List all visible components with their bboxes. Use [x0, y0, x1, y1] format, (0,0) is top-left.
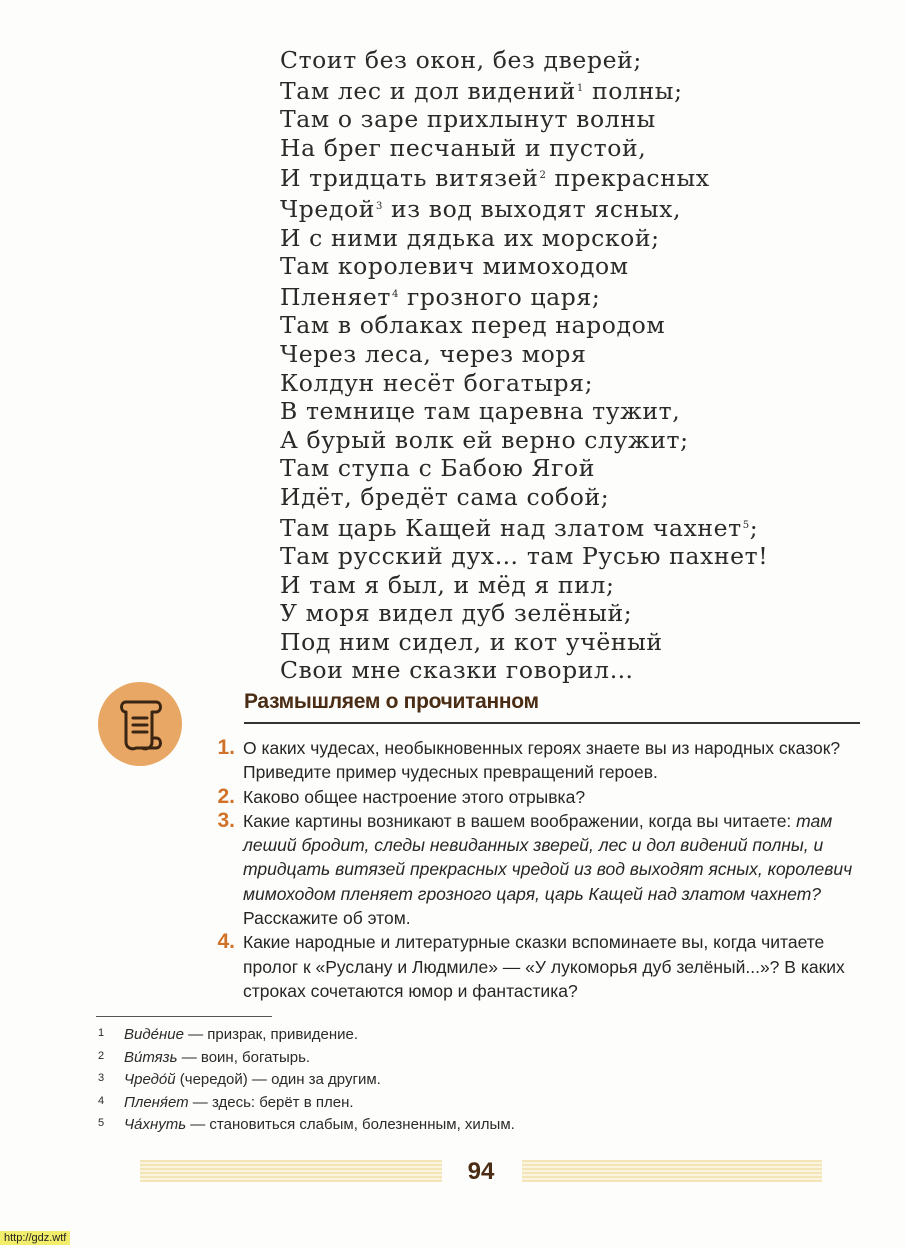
footnote-marker: 5 — [742, 519, 750, 531]
footnote-term: Виде́ние — [124, 1026, 184, 1043]
footnote-marker: 3 — [376, 200, 383, 212]
footnote-definition: — призрак, привидение. — [183, 1026, 359, 1043]
poem-line: Колдун несёт богатыря; — [280, 368, 594, 397]
title-divider — [244, 722, 860, 724]
footnote-marker: 1 — [576, 82, 584, 94]
footnote-number: 4 — [98, 1094, 105, 1107]
footnote-number: 5 — [98, 1117, 105, 1129]
question-number: 2. — [217, 784, 235, 808]
footnote-term: Чредо́й — [124, 1071, 176, 1088]
footnote-number: 1 — [98, 1027, 105, 1039]
question-item — [205, 785, 865, 809]
question-text: Каково общее настроение этого отрывка? — [243, 786, 586, 807]
footnote-number: 3 — [98, 1072, 105, 1084]
scroll-icon — [96, 680, 184, 768]
question-text: Расскажите об этом. — [243, 908, 411, 929]
poem-line: Там лес и дол видений$^1$ полны; — [280, 76, 683, 105]
footnote-definition: — воин, богатырь. — [177, 1048, 311, 1066]
question-quote: там леший бродит, следы невиданных зверей, лес и дол видений полны, и тридцать витязей прекрасных чредой из вод выходят ясных, королевич мимоходом пленяет грозного царя, царь Кащей над златом чахнет? — [243, 810, 853, 904]
questions-list — [205, 736, 865, 1003]
question-item — [205, 930, 865, 1003]
question-number: 4. — [217, 930, 235, 954]
poem-line: Чредой$^3$ из вод выходят ясных, — [280, 194, 682, 223]
question-number: 1. — [217, 736, 235, 759]
poem-line: В темнице там царевна тужит, — [280, 397, 681, 426]
poem-line: Свои мне сказки говорил… — [280, 656, 634, 685]
poem-line: Там королевич мимоходом — [280, 252, 629, 281]
question-number: 3. — [217, 808, 235, 832]
poem-line: И с ними дядька их морской; — [280, 223, 660, 252]
footnote-number: 2 — [98, 1049, 105, 1062]
footnote-item — [98, 1069, 515, 1092]
poem-line: У моря видел дуб зелёный; — [280, 599, 633, 628]
footnote-divider — [96, 1016, 272, 1017]
footnote-term: Ви́тязь — [124, 1048, 178, 1066]
poem-line: Под ним сидел, и кот учёный — [280, 627, 663, 656]
poem-line: А бурый волк ей верно служит; — [280, 425, 689, 454]
footnote-definition: (чередой) — один за другим. — [175, 1071, 381, 1088]
footnote-marker: 2 — [539, 170, 547, 182]
poem-line: Стоит без окон, без дверей; — [280, 46, 642, 74]
question-text: Какие народные и литературные сказки вспоминаете вы, когда читаете пролог к «Руслану и Людмиле» — «У лукоморья дуб зелёный...»? В каких строках сочетаются юмор и фантастика? — [243, 932, 845, 1001]
footnote-term: Ча́хнуть — [124, 1116, 187, 1133]
footnote-marker: 4 — [391, 288, 399, 300]
poem-line: Пленяет$^4$ грозного царя; — [280, 282, 601, 311]
footnote-item — [98, 1092, 515, 1115]
poem-text — [280, 46, 768, 685]
poem-line: Идёт, бредёт сама собой; — [280, 482, 610, 511]
poem-line: На брег песчаный и пустой, — [280, 133, 647, 162]
footnote-item — [98, 1114, 515, 1137]
poem-line: И там я был, и мёд я пил; — [280, 570, 615, 599]
poem-line: Через леса, через моря — [280, 339, 587, 368]
watermark-link[interactable]: http://gdz.wtf — [0, 1231, 70, 1245]
poem-line: Там в облаках перед народом — [280, 311, 666, 340]
section-title: Размышляем о прочитанном — [244, 690, 539, 713]
question-item — [205, 736, 865, 785]
poem-line: Там русский дух… там Русью пахнет! — [280, 542, 769, 571]
footnote-definition: — здесь: берёт в плен. — [188, 1093, 354, 1111]
footnotes-list — [98, 1024, 515, 1137]
poem-line: И тридцать витязей$^2$ прекрасных — [280, 164, 710, 193]
question-text: О каких чудесах, необыкновенных героях знаете вы из народных сказок? Приведите пример чудесных превращений героев. — [243, 738, 841, 783]
question-text: Какие картины возникают в вашем воображении, когда вы читаете: — [243, 810, 797, 831]
footnote-definition: — становиться слабым, болезненным, хилым. — [186, 1116, 515, 1133]
footnote-item — [98, 1047, 515, 1070]
question-item — [205, 809, 865, 930]
poem-line: Там о заре прихлынут волны — [280, 105, 656, 134]
poem-line: Там царь Кащей над златом чахнет$^5$; — [280, 513, 759, 542]
page-decoration-right — [522, 1160, 822, 1182]
page-number: 94 — [467, 1158, 495, 1185]
poem-line: Там ступа с Бабою Ягой — [280, 454, 596, 483]
page-decoration-left — [140, 1160, 442, 1182]
footnote-item — [98, 1024, 515, 1047]
footnote-term: Пленя́ет — [124, 1093, 189, 1111]
